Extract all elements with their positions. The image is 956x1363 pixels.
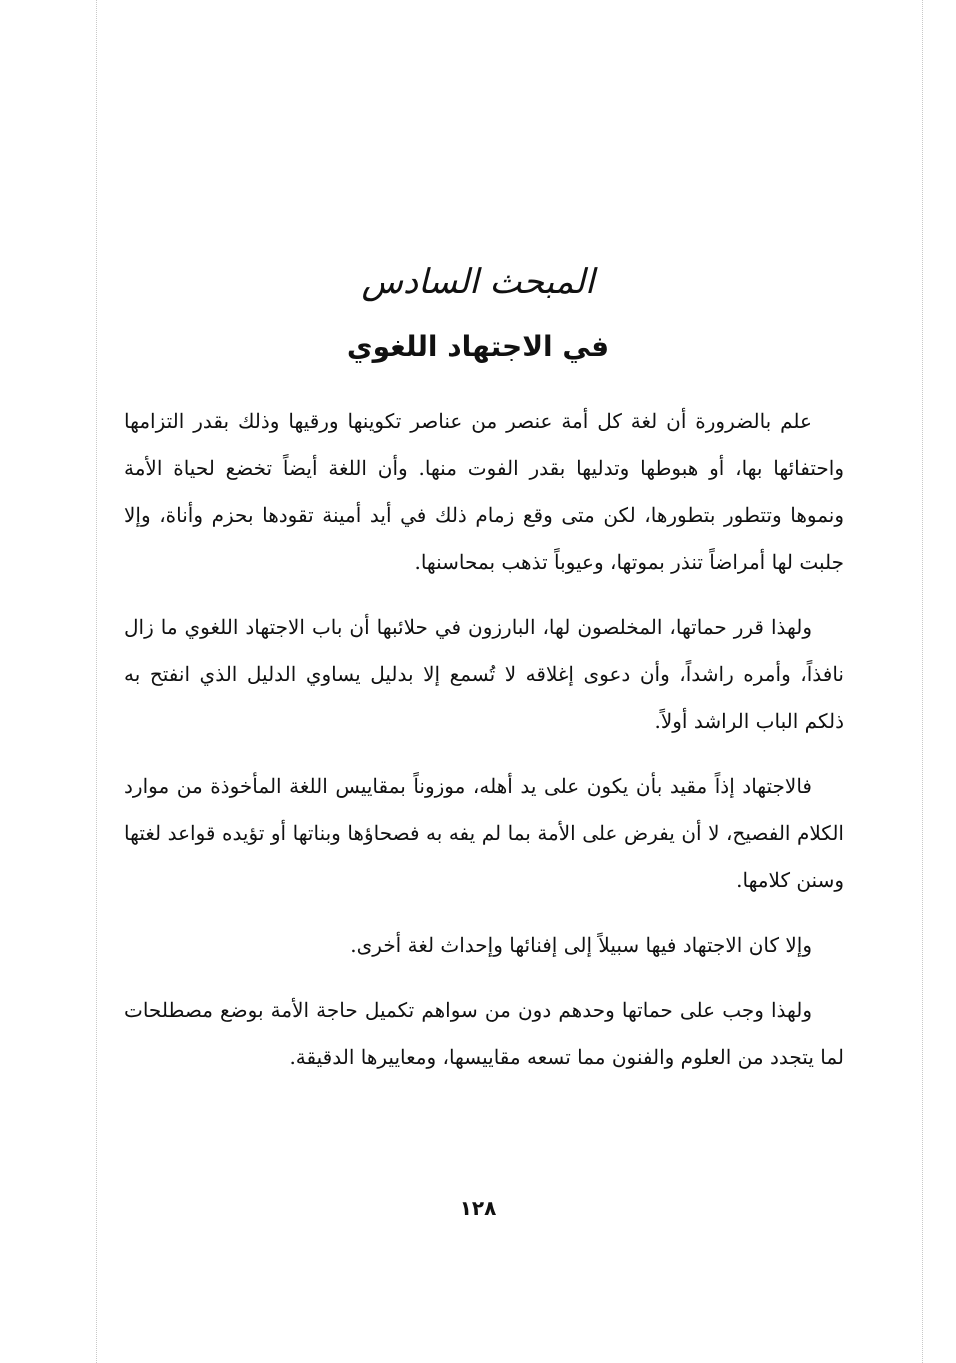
scan-artifact-line xyxy=(96,0,97,1363)
body-text xyxy=(124,398,844,1099)
paragraph: ولهذا قرر حماتها، المخلصون لها، البارزون في حلائبها أن باب الاجتهاد اللغوي ما زال نافذاً، وأمره راشداً، وأن دعوى إغلاقه لا تُسمع إلا بدليل يساوي الدليل الذي انفتح به ذلكم الباب الراشد أولاً. xyxy=(124,615,844,733)
paragraph: ولهذا وجب على حماتها وحدهم دون من سواهم تكميل حاجة الأمة بوضع مصطلحات لما يتجدد من العلوم والفنون مما تسعه مقاييسها، ومعاييرها الدقيقة. xyxy=(124,998,844,1069)
chapter-title: في الاجتهاد اللغوي xyxy=(346,330,610,363)
paragraph: فالاجتهاد إذاً مقيد بأن يكون على يد أهله، موزوناً بمقاييس اللغة المأخوذة من موارد الكلام الفصيح، لا أن يفرض على الأمة بما لم يفه به فصحاؤها وبناتها أو تؤيده قواعد لغتها وسنن كلامها. xyxy=(124,774,844,892)
section-heading: المبحث السادس xyxy=(361,262,595,302)
page-number: ١٢٨ xyxy=(459,1196,497,1220)
paragraph: وإلا كان الاجتهاد فيها سبيلاً إلى إفنائها وإحداث لغة أخرى. xyxy=(350,933,812,957)
paragraph: علم بالضرورة أن لغة كل أمة عنصر من عناصر تكوينها ورقيها وذلك بقدر التزامها واحتفائها بها، أو هبوطها وتدليها بقدر الفوت منها. وأن اللغة أيضاً تخضع لحياة الأمة ونموها وتتطور بتطورها، لكن متى وقع زمام ذلك في أيد أمينة تقودها بحزم وأناة، وإلا جلبت لها أمراضاً تنذر بموتها، وعيوباً تذهب بمحاسنها. xyxy=(124,409,844,574)
scan-artifact-line xyxy=(922,0,923,1363)
